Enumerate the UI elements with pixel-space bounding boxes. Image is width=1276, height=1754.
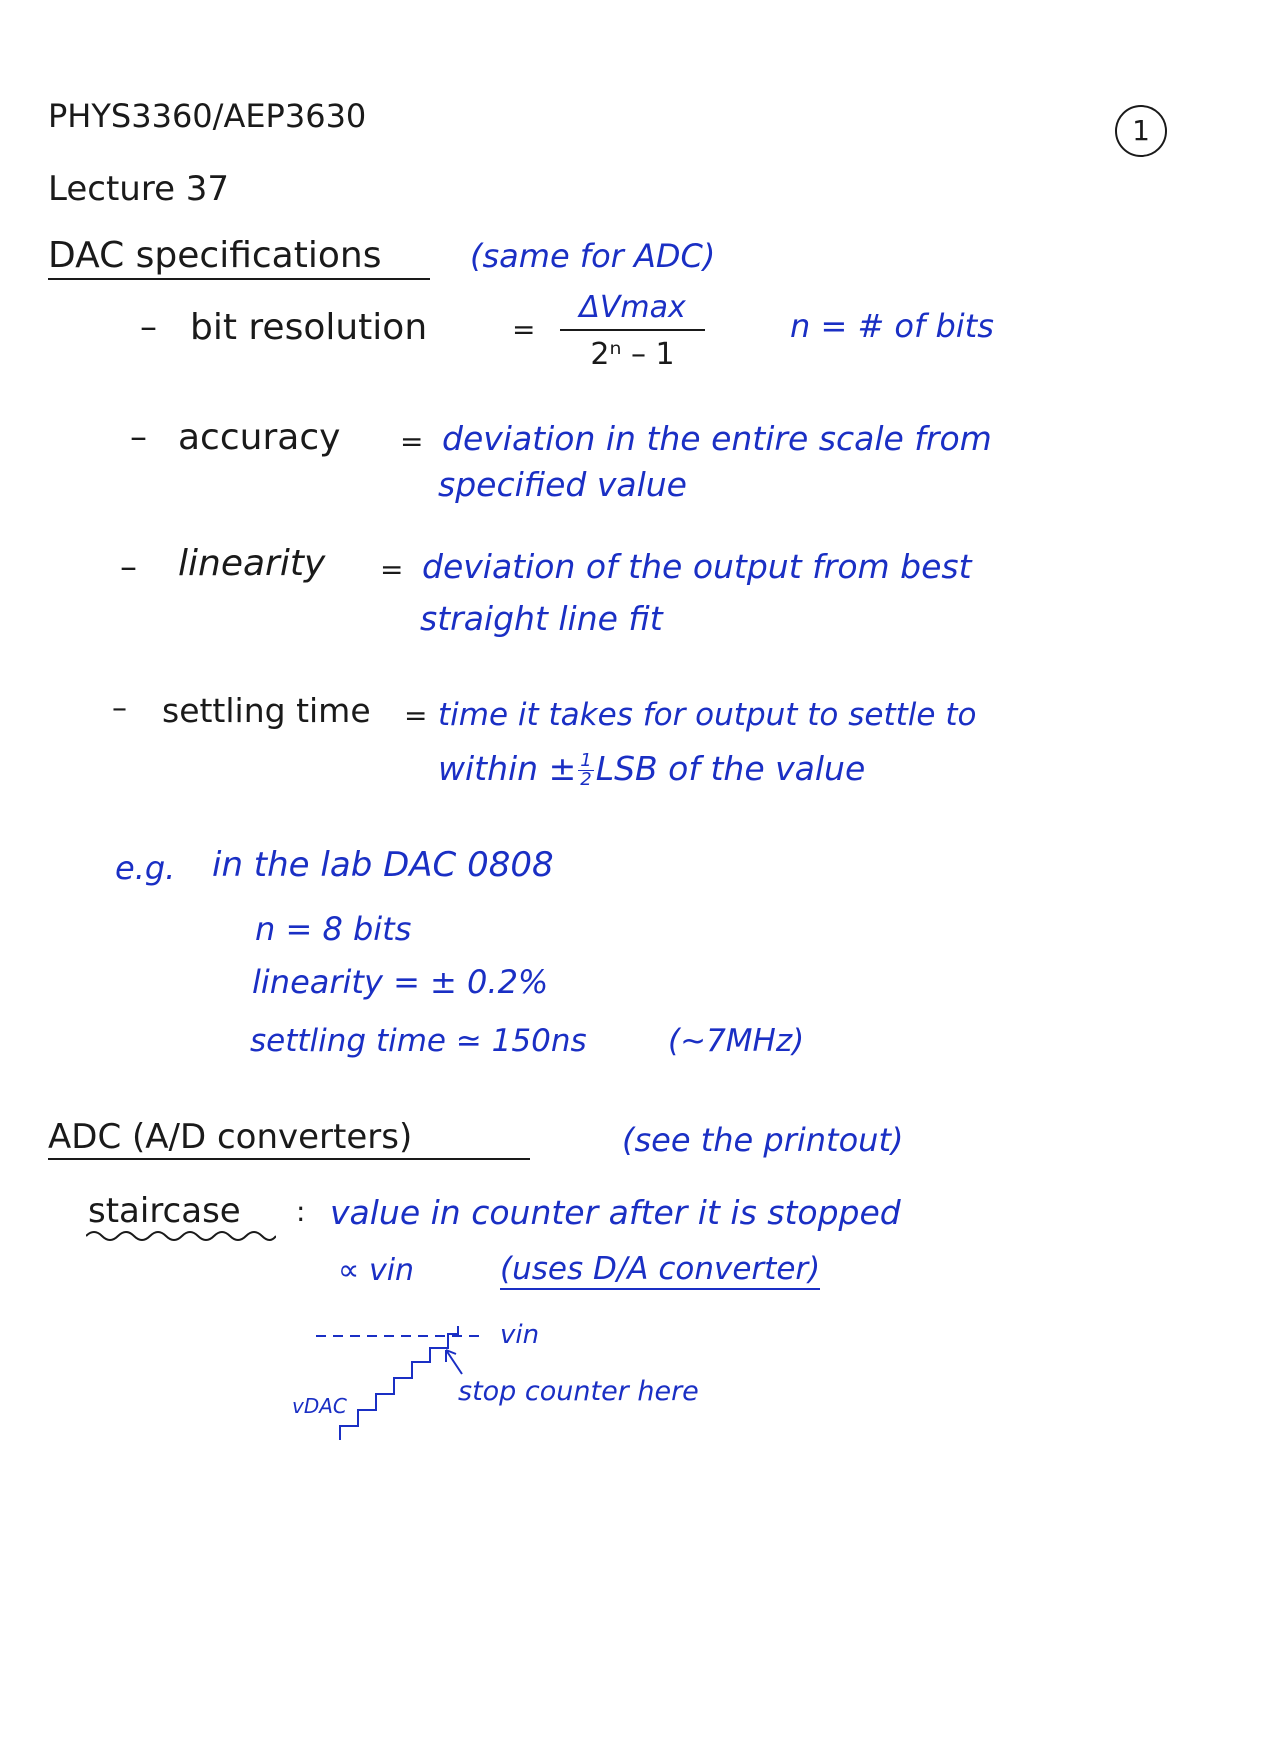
- linearity-dash: –: [120, 547, 137, 587]
- accuracy-label: accuracy: [178, 417, 341, 458]
- linearity-definition-2: straight line fit: [420, 599, 663, 638]
- uses-dac-note: (uses D/A converter): [500, 1254, 820, 1290]
- adc-heading: ADC (A/D converters): [48, 1120, 530, 1160]
- bit-resolution-label: bit resolution: [190, 307, 428, 348]
- example-prefix: e.g.: [115, 849, 176, 887]
- stop-arrow: [446, 1350, 462, 1374]
- accuracy-dash: –: [130, 417, 147, 457]
- accuracy-definition-2: specified value: [438, 465, 687, 504]
- stop-counter-label: stop counter here: [458, 1376, 699, 1407]
- adc-note: (see the printout): [622, 1121, 904, 1159]
- staircase-definition: value in counter after it is stopped: [330, 1193, 901, 1232]
- half-numerator: 1: [580, 750, 592, 771]
- staircase-colon: :: [296, 1195, 306, 1228]
- dac-specs-note: (same for ADC): [470, 237, 716, 275]
- lecture-title: Lecture 37: [48, 169, 230, 209]
- settling-label: settling time: [162, 691, 371, 730]
- fraction-numerator: ΔVmax: [560, 290, 705, 331]
- diagram-vin-label: vin: [500, 1320, 540, 1350]
- settling-definition-1: time it takes for output to settle to: [438, 697, 977, 733]
- bits-note: n = # of bits: [790, 307, 994, 345]
- settling-equals: =: [404, 699, 428, 732]
- linearity-equals: =: [380, 553, 404, 586]
- example-settling: settling time ≃ 150ns: [250, 1023, 587, 1059]
- bit-resolution-dash: –: [140, 307, 157, 347]
- settling-definition-2: [438, 749, 866, 790]
- linearity-label: linearity: [178, 543, 326, 584]
- example-linearity: linearity = ± 0.2%: [252, 963, 549, 1001]
- example-n: n = 8 bits: [255, 910, 412, 948]
- diagram-vdac-label: vDAC: [292, 1394, 347, 1418]
- fraction-denominator: 2ⁿ – 1: [590, 337, 675, 372]
- settling-lsb: LSB of the value: [595, 749, 866, 788]
- staircase-label: staircase: [88, 1191, 241, 1231]
- staircase-wavy-underline: [86, 1228, 276, 1242]
- half-denominator: 2: [580, 769, 592, 790]
- one-half-fraction: [578, 752, 593, 789]
- settling-within: within ±: [438, 749, 577, 788]
- bit-resolution-fraction: [560, 290, 705, 372]
- dac-specs-heading: DAC specifications: [48, 238, 430, 280]
- accuracy-definition-1: deviation in the entire scale from: [442, 419, 992, 458]
- page-number: 1: [1115, 105, 1167, 157]
- linearity-definition-1: deviation of the output from best: [422, 547, 972, 586]
- course-code: PHYS3360/AEP3630: [48, 97, 367, 135]
- bit-resolution-equals: =: [512, 313, 536, 346]
- dac-staircase-steps: [340, 1326, 458, 1440]
- example-frequency: (~7MHz): [668, 1023, 805, 1059]
- proportional-vin: ∝ vin: [338, 1253, 415, 1288]
- settling-dash: –: [112, 691, 127, 726]
- example-text: in the lab DAC 0808: [212, 845, 554, 885]
- accuracy-equals: =: [400, 425, 424, 458]
